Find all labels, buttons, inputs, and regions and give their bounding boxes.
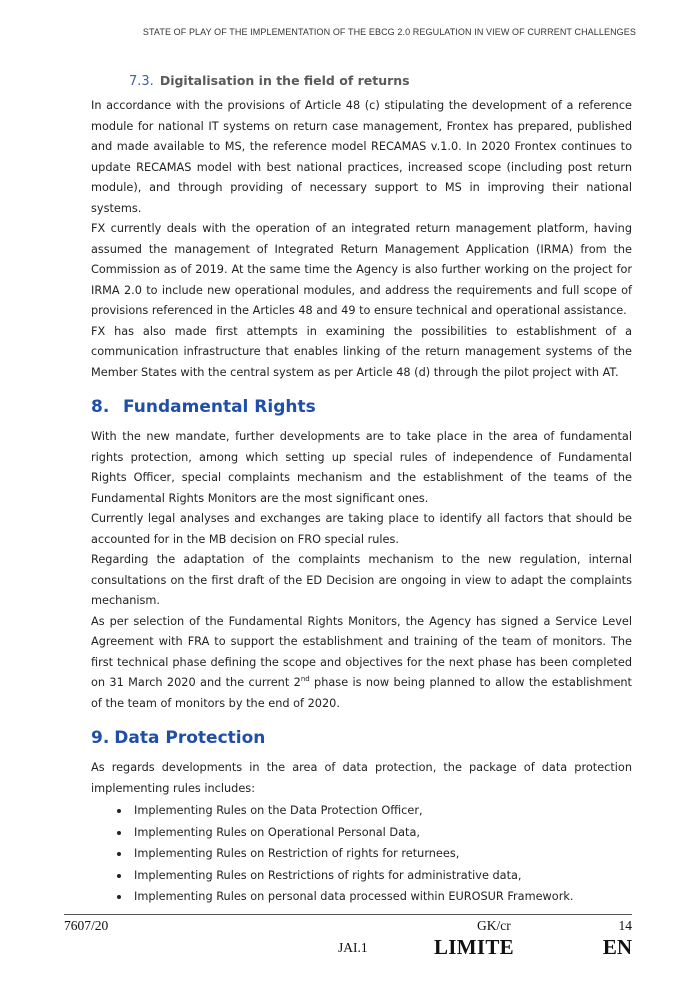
list-item: Implementing Rules on Restrictions of rights for administrative data, — [91, 865, 632, 887]
list-item: Implementing Rules on Restriction of rights for returnees, — [91, 843, 632, 865]
section-7-3-title: Digitalisation in the field of returns — [159, 73, 410, 88]
implementing-rules-list — [91, 800, 632, 908]
section-9-number: 9. — [91, 728, 110, 748]
footer-divider — [64, 914, 632, 915]
paragraph: Currently legal analyses and exchanges are taking place to identify all factors that should be accounted for in the MB decision on FRO special rules. — [91, 512, 632, 546]
author-initials: GK/cr — [477, 918, 511, 933]
section-7-3-heading — [129, 70, 632, 93]
ordinal-suffix: nd — [300, 675, 310, 684]
list-item: Implementing Rules on Operational Personal Data, — [91, 822, 632, 844]
paragraph: As regards developments in the area of data protection, the package of data protection implementing rules includes: — [91, 761, 632, 795]
paragraph: With the new mandate, further developments are to take place in the area of fundamental rights protection, among which setting up special rules of independence of Fundamental Rights Officer, special complaints mechanism and the establishment of the teams of the Fundamental Rights Monitors are the most significant ones. — [91, 430, 632, 505]
section-8-number: 8. — [91, 397, 110, 417]
section-9-title: Data Protection — [114, 728, 266, 748]
document-number: 7607/20 — [64, 918, 109, 933]
paragraph — [91, 612, 632, 715]
language-code: EN — [602, 935, 632, 959]
classification-marking: LIMITE — [434, 935, 514, 959]
directorate-code: JAI.1 — [338, 940, 368, 955]
paragraph: Regarding the adaptation of the complaints mechanism to the new regulation, internal consultations on the first draft of the ED Decision are ongoing in view to adapt the complaints mechanism. — [91, 553, 632, 607]
paragraph-text: phase is now being planned to allow the establishment of the team of monitors by the end of 2020. — [91, 676, 632, 710]
page-number: 14 — [618, 918, 632, 933]
section-7-3-number: 7.3. — [129, 74, 154, 89]
paragraph: In accordance with the provisions of Article 48 (c) stipulating the development of a reference module for national IT systems on return case management, Frontex has prepared, published and made available to MS, the reference model RECAMAS v.1.0. In 2020 Frontex continues to update RECAMAS model with best national practices, increased scope (including post return module), and through providing of necessary support to MS in improving their national systems. — [91, 99, 632, 215]
paragraph: FX currently deals with the operation of an integrated return management platform, having assumed the management of Integrated Return Management Application (IRMA) from the Commission as of 2019. At the same time the Agency is also further working on the project for IRMA 2.0 to include new operational modules, and address the requirements and full scope of provisions referenced in the Articles 48 and 49 to ensure technical and operational assistance. — [91, 222, 632, 317]
paragraph-text: As per selection of the Fundamental Rights Monitors, the Agency has signed a Service Level Agreement with FRA to support the establishment and training of the team of monitors. The first technical phase defining the scope and objectives for the next phase has been completed on 31 March 2020 and the current 2 — [91, 614, 632, 689]
list-item: Implementing Rules on personal data processed within EUROSUR Framework. — [91, 886, 632, 908]
paragraph: FX has also made first attempts in examining the possibilities to establishment of a communication infrastructure that enables linking of the return management systems of the Member States with the central system as per Article 48 (d) through the pilot project with AT. — [91, 324, 632, 379]
running-header: STATE OF PLAY OF THE IMPLEMENTATION OF THE EBCG 2.0 REGULATION IN VIEW OF CURRENT CHALLENGES — [142, 27, 636, 37]
page-body — [91, 70, 632, 908]
section-8-title: Fundamental Rights — [123, 397, 316, 417]
section-8-heading — [91, 395, 632, 419]
list-item: Implementing Rules on the Data Protection Officer, — [91, 800, 632, 822]
section-9-heading — [91, 726, 632, 750]
